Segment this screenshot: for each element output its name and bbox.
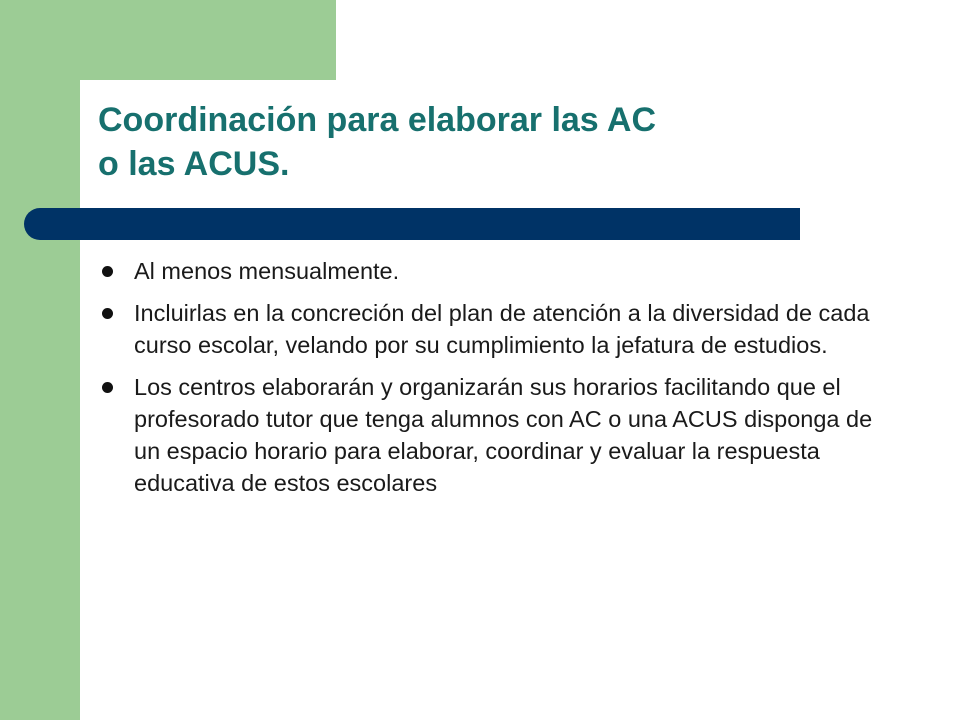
title-line-2: o las ACUS. xyxy=(98,145,290,183)
bullet-item xyxy=(98,371,888,499)
bullet-text: Incluirlas en la concreción del plan de atención a la diversidad de cada curso escolar, velando por su cumplimiento la jefatura de estudios. xyxy=(134,300,870,358)
bullet-text: Al menos mensualmente. xyxy=(134,258,400,284)
green-side-band xyxy=(0,0,80,720)
bullet-item xyxy=(98,255,888,287)
bullet-dot-icon xyxy=(102,382,113,393)
slide-title xyxy=(98,98,878,186)
bullet-list xyxy=(98,255,888,509)
title-divider-bar xyxy=(24,208,800,240)
bullet-dot-icon xyxy=(102,308,113,319)
bullet-item xyxy=(98,297,888,361)
green-top-band xyxy=(80,0,336,80)
bullet-text: Los centros elaborarán y organizarán sus horarios facilitando que el profesorado tutor que tenga alumnos con AC o una ACUS disponga de un espacio horario para elaborar, coordinar y evaluar la respuesta educativa de estos escolares xyxy=(134,374,873,496)
title-line-1: Coordinación para elaborar las AC xyxy=(98,101,656,139)
bullet-dot-icon xyxy=(102,266,113,277)
